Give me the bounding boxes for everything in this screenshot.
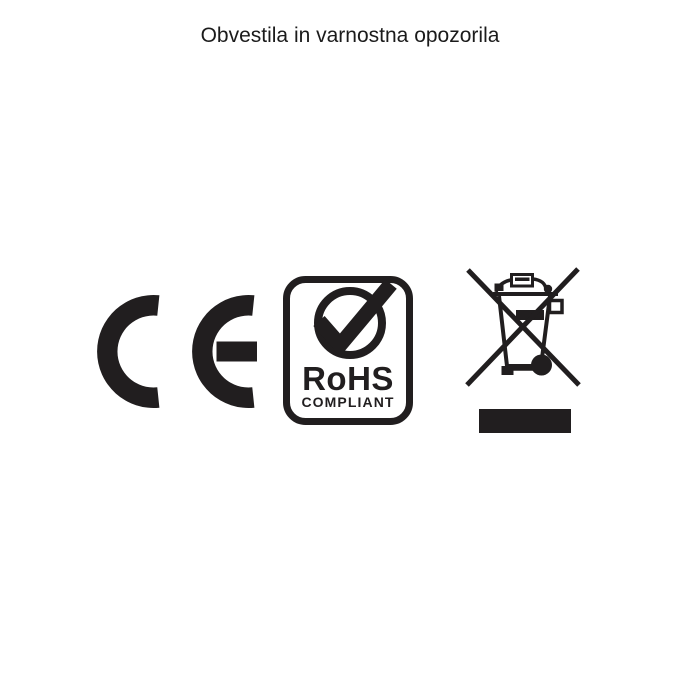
weee-crossed-bin-icon	[455, 255, 605, 445]
ce-mark-icon	[90, 288, 270, 415]
ce-letters	[97, 295, 257, 408]
rohs-compliant-label: COMPLIANT	[301, 394, 395, 410]
page-title: Obvestila in varnostna opozorila	[200, 24, 500, 47]
rohs-label: RoHS	[302, 360, 394, 397]
rohs-badge	[283, 276, 413, 425]
weee-black-bar	[479, 409, 571, 433]
